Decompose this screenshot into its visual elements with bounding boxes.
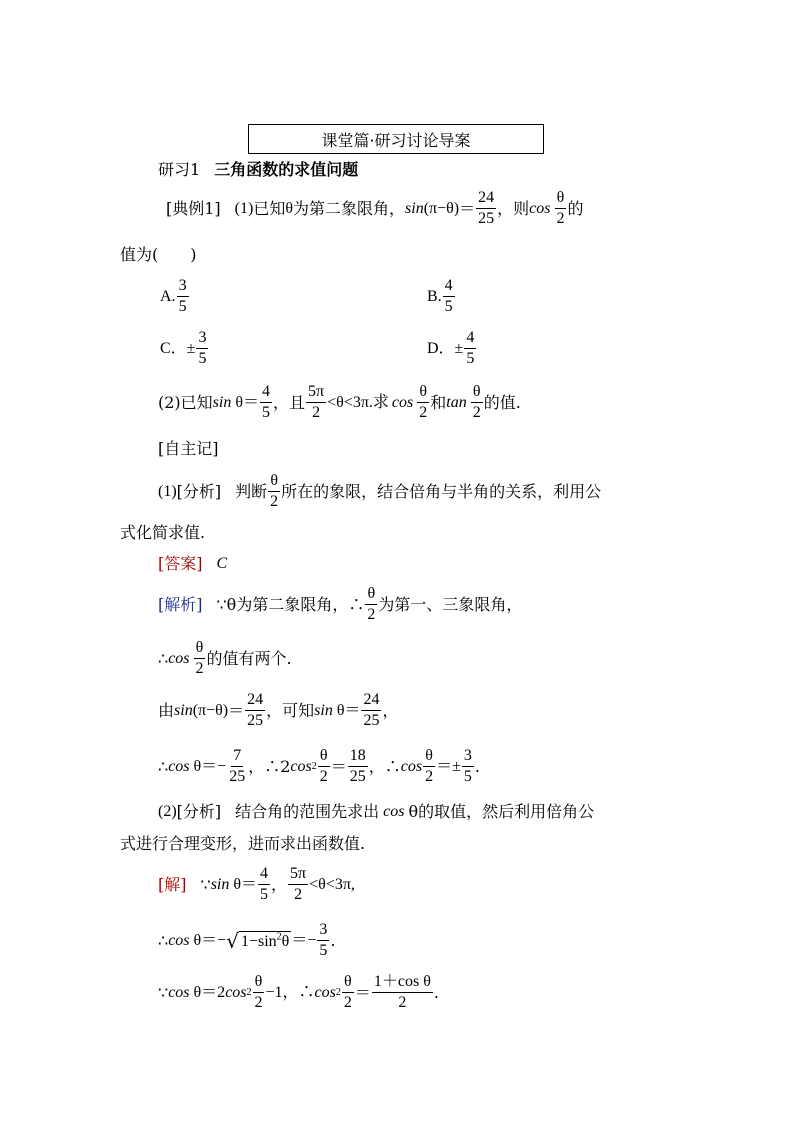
explain-l3-frac-24-25 xyxy=(245,692,265,729)
option-a-label: A. xyxy=(160,287,176,305)
solution-l1-frac-5pi-2 xyxy=(288,866,308,903)
frac-num: 3 xyxy=(462,748,474,767)
solution-l3-frac-half xyxy=(253,974,265,1011)
answer-value: C xyxy=(216,555,228,572)
explain-l4-frac-half-2 xyxy=(423,748,435,785)
solution-l1-d: <θ<3π, xyxy=(309,875,355,893)
analysis2-line-1 xyxy=(158,804,594,820)
option-d-label: D．± xyxy=(427,339,464,357)
explain-l3-frac-24-25-b xyxy=(361,692,381,729)
frac-den: 25 xyxy=(478,210,495,227)
analysis1-line-2 xyxy=(120,525,205,541)
frac-den: 2 xyxy=(419,404,428,421)
option-c-label: C．± xyxy=(160,339,196,357)
option-c-frac xyxy=(196,330,208,367)
part2-range: <θ<3π.求 xyxy=(327,393,389,411)
explain-l4-end: . xyxy=(474,756,480,776)
frac-den: 5 xyxy=(178,298,187,315)
frac-den: 5 xyxy=(319,942,328,959)
example-eq: ＝ xyxy=(459,198,476,218)
option-d xyxy=(427,330,477,367)
explain-l1-a: ∵θ为第二象限角，∴ xyxy=(216,594,365,614)
frac-den: 5 xyxy=(466,350,475,367)
frac-num: θ xyxy=(423,748,435,767)
answer-line xyxy=(158,556,227,572)
solution-l1-frac-4-5 xyxy=(258,866,270,903)
frac-num: θ xyxy=(268,473,280,492)
example-line-2 xyxy=(120,247,197,263)
solution-l2-frac-3-5 xyxy=(317,922,329,959)
solution-l2-c: ＝− xyxy=(291,931,317,949)
frac-den: 2 xyxy=(195,660,204,677)
explain-l4-cos3: cos xyxy=(400,757,423,775)
frac-den: 2 xyxy=(343,994,352,1011)
explain-l3-pi: (π−θ) xyxy=(192,701,229,719)
explain-line-4: ∴ cos θ＝− $\frac{7}{25}$ ，∴2 cos 2 $\frac{\theta}{2}$ ＝ $\frac{18}{25}$ ，∴ cos $\frac{\theta}{2}$ ＝± $\frac{3}{5}$ . xyxy=(158,747,480,785)
section-header-box xyxy=(248,124,544,154)
explain-l1-frac-half xyxy=(365,586,377,623)
part2-frac-half-2 xyxy=(471,384,483,421)
solution-l3-end: . xyxy=(433,982,439,1002)
option-c xyxy=(160,330,209,367)
option-a xyxy=(160,278,190,315)
solution-l3-eq: ＝ xyxy=(354,982,371,1002)
frac-num: 18 xyxy=(348,748,368,767)
explain-l3-sin2: sin xyxy=(314,701,333,719)
solution-line-2 xyxy=(158,922,335,959)
explain-l4-eq: ＝ xyxy=(330,756,347,776)
solution-l2-b: θ＝− xyxy=(193,931,227,949)
analysis1-text-a: 判断 xyxy=(235,481,268,501)
solution-l1-c: ， xyxy=(271,874,288,894)
solution-l3-frac-main xyxy=(372,974,433,1011)
frac-num: 4 xyxy=(260,384,272,403)
example-q1-text-c: ，则 xyxy=(497,198,530,218)
analysis1-frac-half xyxy=(268,473,280,510)
example-frac-24-25 xyxy=(476,190,496,227)
solution-l3-cos2: cos xyxy=(225,983,247,1001)
part2-tan: tan xyxy=(446,393,467,411)
frac-den: 2 xyxy=(398,994,407,1011)
frac-den: 2 xyxy=(556,210,565,227)
solution-l2-end: . xyxy=(330,930,336,950)
solution-l3-b: θ＝2 xyxy=(193,983,226,1001)
frac-num: θ xyxy=(253,974,265,993)
explain-l2-cos: cos xyxy=(168,649,190,667)
explain-l3-b: ，可知 xyxy=(266,700,315,720)
example-q1-line2: 值为( ) xyxy=(120,245,197,264)
part2-cos: cos xyxy=(391,393,414,411)
solution-l1-sin: sin xyxy=(210,875,230,893)
explain-line-3 xyxy=(158,692,399,729)
explain-l4-e: ＝± xyxy=(436,757,461,775)
frac-den: 25 xyxy=(229,768,246,785)
example-line-1 xyxy=(166,190,584,227)
analysis2-label: [分析] xyxy=(176,802,222,821)
explain-l4-frac-3-5 xyxy=(462,748,474,785)
example-part1-num: (1) xyxy=(234,199,254,217)
explain-l4-d: ，∴ xyxy=(368,756,401,776)
explain-l4-cos: cos xyxy=(168,757,190,775)
frac-den: 25 xyxy=(363,712,380,729)
solution-line-1 xyxy=(158,866,355,903)
analysis2-cos: cos xyxy=(383,803,405,820)
frac-num: θ xyxy=(417,384,429,403)
analysis2-line-2 xyxy=(120,836,365,852)
example-q1-text-d: 的 xyxy=(567,198,584,218)
example-cos: cos xyxy=(529,199,551,217)
part2-text-b: ，且 xyxy=(273,392,306,412)
example-sin: sin xyxy=(405,199,424,217)
solution-l3-c: −1，∴ xyxy=(265,983,315,1001)
example-q1-text-b: 为第二象限角， xyxy=(293,198,406,218)
frac-den: 2 xyxy=(367,606,376,623)
explain-l4-cos2: cos xyxy=(290,757,312,775)
sqrt-icon: √ xyxy=(226,928,239,953)
explain-label: [解析] xyxy=(158,594,203,614)
solution-l1-a: ∵ xyxy=(200,874,211,894)
explain-l3-c: θ＝ xyxy=(336,701,361,719)
explain-l4-frac-7-25 xyxy=(227,748,247,785)
solution-l2-a: ∴ xyxy=(158,930,169,950)
frac-den: 2 xyxy=(312,404,321,421)
explain-l4-frac-18-25 xyxy=(348,748,368,785)
analysis1-text-b: 所在的象限，结合倍角与半角的关系，利用公 xyxy=(281,481,602,501)
analysis1-label: [分析] xyxy=(176,481,222,501)
example-q1-text-a: 已知 xyxy=(253,198,286,218)
explain-l4-a: ∴ xyxy=(158,756,169,776)
sqrt-end: θ xyxy=(281,932,290,950)
sqrt-sup: 2 xyxy=(276,931,282,943)
explain-l3-end: ， xyxy=(382,700,399,720)
explain-line-1 xyxy=(158,586,522,623)
explain-l2-a: ∴ xyxy=(158,648,169,668)
option-d-frac xyxy=(464,330,476,367)
solution-l3-cos3: cos xyxy=(314,983,336,1001)
option-a-frac xyxy=(177,278,189,315)
frac-num: θ xyxy=(555,190,567,209)
explain-l4-c: ，∴2 xyxy=(248,756,291,776)
explain-l4-frac-half xyxy=(318,748,330,785)
part2-eq: θ＝ xyxy=(235,393,260,411)
solution-l3-frac-half-2 xyxy=(342,974,354,1011)
frac-den: 2 xyxy=(254,994,263,1011)
example-tag: [典例1] xyxy=(166,198,221,218)
explain-l3-eq: ＝ xyxy=(228,700,245,720)
analysis1-num: (1) xyxy=(158,482,177,500)
part2-and: 和 xyxy=(430,392,447,412)
self-note-label: [自主记] xyxy=(158,439,219,458)
frac-num: 3 xyxy=(317,922,329,941)
answer-label: [答案] xyxy=(158,554,203,573)
frac-num: 1＋cos θ xyxy=(372,974,433,993)
frac-num: θ xyxy=(365,586,377,605)
frac-den: 25 xyxy=(349,768,366,785)
example-theta: θ xyxy=(285,199,294,217)
part2-end: 的值. xyxy=(483,392,521,412)
solution-label: [解] xyxy=(158,874,187,894)
example-frac-half-theta xyxy=(554,190,566,227)
frac-num: 4 xyxy=(464,330,476,349)
sqrt-body xyxy=(239,931,291,951)
option-b-frac xyxy=(443,278,455,315)
part2-frac-half-1 xyxy=(417,384,429,421)
frac-num: 24 xyxy=(245,692,265,711)
header-title: 课堂篇·研习讨论导案 xyxy=(321,130,471,150)
analysis2-num: (2) xyxy=(158,803,177,820)
frac-num: 3 xyxy=(177,278,189,297)
part2-text-a: (2)已知 xyxy=(158,392,213,412)
solution-l1-b: θ＝ xyxy=(233,875,258,893)
frac-num: θ xyxy=(318,748,330,767)
frac-num: 24 xyxy=(476,190,496,209)
frac-den: 2 xyxy=(472,404,481,421)
analysis1-line2: 式化简求值. xyxy=(120,523,206,542)
frac-num: θ xyxy=(194,640,206,659)
part2-frac-5pi-2 xyxy=(306,384,326,421)
frac-num: θ xyxy=(471,384,483,403)
frac-den: 5 xyxy=(463,768,472,785)
frac-den: 2 xyxy=(319,768,328,785)
section-label: 研习1 xyxy=(158,160,201,179)
analysis2-text-b: θ的取值，然后利用倍角公 xyxy=(408,802,595,821)
solution-line-3: ∵ cos θ＝2 cos 2 $\frac{\theta}{2}$ −1，∴ cos 2 $\frac{\theta}{2}$ ＝ $\frac{\text{1＋cos θ}}{2}$ . xyxy=(158,973,439,1011)
solution-l2-cos: cos xyxy=(168,931,190,949)
frac-den: 2 xyxy=(294,886,303,903)
solution-l3-a: ∵ xyxy=(158,982,169,1002)
section-title: 三角函数的求值问题 xyxy=(214,160,359,179)
explain-l4-b: θ＝− xyxy=(193,757,227,775)
example-part2-line xyxy=(158,384,521,421)
frac-den: 2 xyxy=(425,768,434,785)
solution-l3-cos: cos xyxy=(168,983,190,1001)
explain-l1-b: 为第一、三象限角， xyxy=(378,594,523,614)
part2-sin: sin xyxy=(212,393,232,411)
self-note-line xyxy=(158,441,219,457)
frac-num: 5π xyxy=(306,384,326,403)
sqrt-text: 1−sin xyxy=(240,932,277,950)
frac-num: 24 xyxy=(361,692,381,711)
example-pi-minus-theta: (π−θ) xyxy=(423,199,460,217)
explain-line-2 xyxy=(158,640,292,677)
frac-den: 5 xyxy=(262,404,271,421)
frac-num: 4 xyxy=(258,866,270,885)
frac-den: 5 xyxy=(260,886,269,903)
frac-num: θ xyxy=(342,974,354,993)
solution-sqrt xyxy=(226,928,291,953)
frac-num: 7 xyxy=(231,748,243,767)
part2-frac-4-5 xyxy=(260,384,272,421)
frac-den: 5 xyxy=(444,298,453,315)
frac-den: 2 xyxy=(270,493,279,510)
frac-num: 3 xyxy=(196,330,208,349)
option-b xyxy=(427,278,456,315)
analysis2-line2: 式进行合理变形，进而求出函数值. xyxy=(120,834,366,853)
frac-num: 4 xyxy=(443,278,455,297)
explain-l3-a: 由 xyxy=(158,700,175,720)
analysis1-line-1 xyxy=(158,473,601,510)
analysis2-text-a: 结合角的范围先求出 xyxy=(235,802,380,821)
explain-l3-sin: sin xyxy=(174,701,193,719)
explain-l2-frac-half xyxy=(194,640,206,677)
option-b-label: B. xyxy=(427,287,442,305)
explain-l2-b: 的值有两个. xyxy=(206,648,292,668)
frac-den: 25 xyxy=(247,712,264,729)
frac-num: 5π xyxy=(288,866,308,885)
frac-den: 5 xyxy=(198,350,207,367)
section-title-line xyxy=(158,162,358,178)
